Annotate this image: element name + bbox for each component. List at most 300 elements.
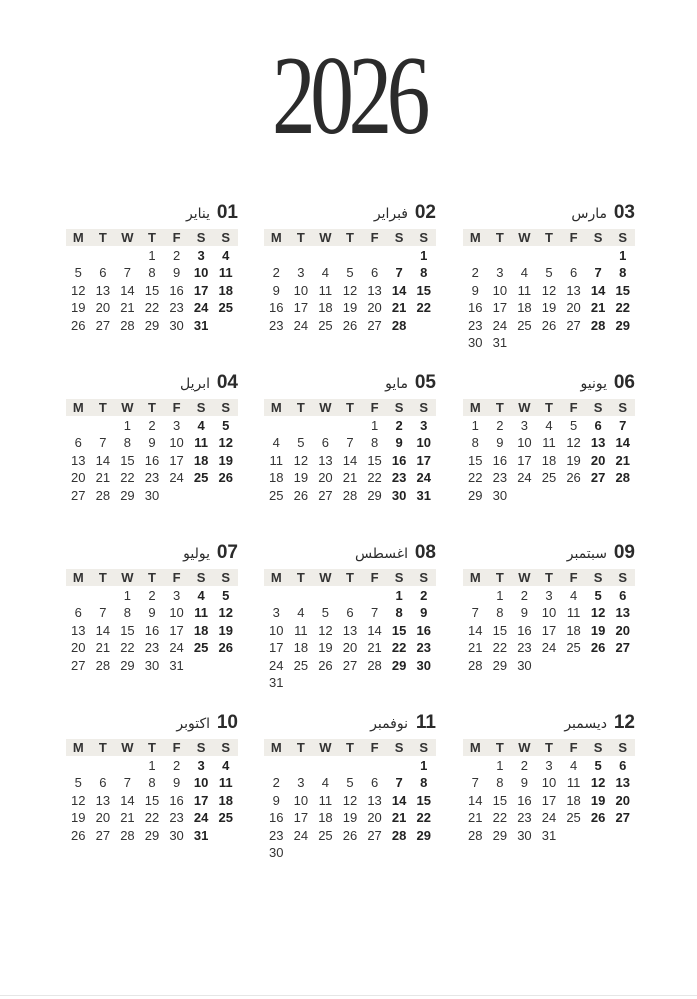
weekday-label: M (469, 400, 481, 415)
weekday-label: F (569, 740, 578, 755)
weekday-label: S (394, 230, 404, 245)
day-cell: 10 (269, 622, 284, 638)
day-cell: 29 (468, 487, 483, 503)
month-header (264, 201, 436, 225)
day-cell: 28 (367, 657, 382, 673)
day-cell: 15 (391, 622, 407, 638)
day-cell: 27 (615, 810, 630, 826)
day-cell: 20 (590, 452, 606, 468)
weekday-header (463, 739, 635, 756)
day-cell: 7 (370, 605, 379, 621)
day-cell: 2 (148, 418, 156, 433)
day-cell: 13 (566, 282, 581, 298)
day-cell: 19 (218, 622, 233, 638)
day-cell: 19 (590, 792, 606, 808)
empty-cell (66, 247, 91, 264)
weekday-label: W (319, 740, 332, 755)
day-cell: 1 (123, 588, 132, 603)
weekday-label: T (545, 400, 553, 415)
weekday-label: S (196, 230, 206, 245)
empty-cell (313, 587, 338, 604)
day-cell: 15 (120, 452, 135, 468)
weekday-label: T (346, 400, 354, 415)
days-grid (66, 587, 238, 674)
day-cell: 10 (193, 265, 209, 281)
day-cell: 23 (517, 640, 532, 656)
day-cell: 14 (391, 282, 407, 298)
day-cell: 9 (420, 605, 428, 621)
day-cell: 25 (566, 640, 581, 656)
month-04 (66, 371, 238, 504)
day-cell: 1 (395, 588, 403, 603)
day-cell: 6 (74, 435, 82, 451)
day-cell: 19 (218, 452, 233, 468)
day-cell: 2 (471, 265, 479, 281)
day-cell: 23 (468, 317, 483, 333)
day-cell: 13 (95, 792, 111, 808)
day-cell: 17 (541, 792, 557, 808)
day-cell: 24 (293, 827, 309, 843)
day-cell: 27 (342, 657, 358, 673)
day-cell: 14 (590, 282, 606, 298)
day-cell: 3 (297, 265, 305, 281)
weekday-label: S (394, 740, 404, 755)
weekday-label: M (270, 740, 282, 755)
day-cell: 19 (342, 810, 358, 826)
month-header (264, 541, 436, 565)
day-cell: 18 (318, 300, 333, 316)
weekday-label: F (370, 230, 379, 245)
day-cell: 11 (294, 622, 308, 638)
days-grid (463, 417, 635, 504)
day-cell: 26 (71, 827, 86, 843)
weekday-label: W (518, 400, 531, 415)
weekday-label: W (319, 400, 332, 415)
day-cell: 23 (144, 640, 160, 656)
day-cell: 7 (99, 435, 107, 451)
day-cell: 10 (293, 282, 309, 298)
day-cell: 9 (172, 265, 181, 281)
weekday-label: M (270, 230, 282, 245)
month-name: فبراير (373, 205, 408, 221)
day-cell: 20 (95, 810, 111, 826)
day-cell: 12 (590, 605, 606, 621)
day-cell: 26 (590, 640, 606, 656)
day-cell: 24 (169, 470, 184, 486)
day-cell: 9 (395, 435, 403, 451)
day-cell: 2 (172, 248, 181, 263)
day-cell: 26 (293, 487, 309, 503)
month-name: اغسطس (354, 545, 408, 561)
day-cell: 15 (120, 622, 135, 638)
month-number: 07 (216, 542, 238, 563)
day-cell: 9 (471, 282, 479, 298)
day-cell: 16 (169, 792, 184, 808)
day-cell: 26 (342, 317, 358, 333)
day-cell: 14 (342, 452, 358, 468)
day-cell: 16 (468, 300, 483, 316)
day-cell: 9 (272, 792, 280, 808)
day-cell: 1 (148, 248, 156, 263)
day-cell: 23 (169, 300, 184, 316)
day-cell: 6 (370, 775, 379, 791)
day-cell: 17 (541, 622, 557, 638)
day-cell: 14 (391, 792, 407, 808)
month-number: 06 (613, 372, 635, 393)
weekday-label: T (495, 570, 504, 585)
month-number: 05 (414, 372, 436, 393)
day-cell: 17 (517, 452, 532, 468)
day-cell: 20 (71, 640, 86, 656)
day-cell: 15 (144, 792, 160, 808)
day-cell: 1 (123, 418, 132, 433)
day-cell: 22 (120, 640, 135, 656)
day-cell: 8 (420, 775, 428, 791)
month-name: سبتمبر (566, 545, 607, 561)
empty-cell (338, 417, 363, 434)
weekday-label: F (370, 740, 379, 755)
day-cell: 6 (569, 265, 578, 281)
day-cell: 11 (318, 792, 333, 808)
day-cell: 12 (318, 622, 333, 638)
day-cell: 18 (566, 622, 581, 638)
day-cell: 23 (144, 470, 160, 486)
empty-cell (586, 247, 611, 264)
month-header (66, 371, 238, 395)
day-cell: 20 (615, 792, 630, 808)
day-cell: 17 (293, 810, 309, 826)
day-cell: 29 (120, 487, 135, 503)
day-cell: 29 (391, 657, 407, 673)
days-grid (66, 247, 238, 334)
weekday-label: S (618, 400, 628, 415)
day-cell: 21 (95, 640, 111, 656)
month-01 (66, 201, 238, 334)
weekday-label: F (172, 230, 181, 245)
day-cell: 25 (269, 487, 284, 503)
day-cell: 23 (269, 827, 284, 843)
weekday-label: S (221, 400, 231, 415)
day-cell: 31 (492, 334, 508, 350)
day-cell: 22 (144, 810, 160, 826)
month-number: 01 (216, 202, 238, 223)
weekday-label: T (346, 570, 354, 585)
day-cell: 30 (269, 844, 284, 860)
day-cell: 16 (169, 282, 184, 298)
day-cell: 19 (590, 622, 606, 638)
empty-cell (289, 587, 314, 604)
day-cell: 10 (293, 792, 309, 808)
weekday-label: W (121, 230, 134, 245)
day-cell: 21 (120, 810, 135, 826)
empty-cell (338, 757, 363, 774)
month-number: 09 (613, 542, 635, 563)
day-cell: 23 (169, 810, 184, 826)
day-cell: 29 (144, 827, 160, 843)
day-cell: 6 (321, 435, 330, 451)
day-cell: 12 (566, 435, 581, 451)
day-cell: 5 (569, 418, 578, 433)
month-08 (264, 541, 436, 691)
day-cell: 7 (123, 265, 132, 281)
day-cell: 2 (148, 588, 156, 603)
day-cell: 20 (318, 470, 333, 486)
day-cell: 5 (74, 775, 82, 791)
day-cell: 25 (318, 827, 333, 843)
day-cell: 7 (471, 605, 479, 621)
day-cell: 15 (367, 452, 382, 468)
weekday-label: T (346, 230, 354, 245)
day-cell: 13 (615, 605, 630, 621)
day-cell: 18 (193, 622, 209, 638)
day-cell: 2 (520, 588, 529, 603)
day-cell: 8 (123, 605, 132, 621)
day-cell: 13 (71, 622, 86, 638)
day-cell: 4 (569, 758, 578, 773)
day-cell: 20 (95, 300, 111, 316)
weekday-label: W (518, 740, 531, 755)
empty-cell (313, 247, 338, 264)
day-cell: 5 (222, 418, 230, 433)
empty-cell (313, 417, 338, 434)
day-cell: 11 (269, 452, 284, 468)
day-cell: 28 (120, 827, 135, 843)
year-title: 2026 (272, 34, 425, 158)
day-cell: 27 (590, 470, 606, 486)
month-name: مايو (385, 375, 408, 391)
weekday-label: F (172, 400, 181, 415)
day-cell: 30 (169, 317, 184, 333)
empty-cell (115, 757, 140, 774)
day-cell: 6 (346, 605, 354, 621)
days-grid (463, 587, 635, 674)
day-cell: 3 (272, 605, 280, 621)
day-cell: 7 (123, 775, 132, 791)
day-cell: 21 (391, 810, 407, 826)
month-name: نوفمبر (370, 715, 408, 731)
empty-cell (463, 587, 488, 604)
weekday-label: S (196, 570, 206, 585)
weekday-label: S (618, 740, 628, 755)
day-cell: 2 (395, 418, 403, 433)
day-cell: 31 (269, 674, 284, 690)
day-cell: 8 (420, 265, 428, 281)
day-cell: 12 (342, 792, 358, 808)
day-cell: 14 (468, 622, 483, 638)
weekday-label: W (121, 570, 134, 585)
day-cell: 3 (297, 775, 305, 791)
day-cell: 29 (367, 487, 382, 503)
empty-cell (115, 247, 140, 264)
weekday-label: T (98, 230, 107, 245)
month-05 (264, 371, 436, 504)
weekday-label: S (618, 230, 628, 245)
weekday-header (264, 569, 436, 586)
day-cell: 31 (416, 487, 431, 503)
day-cell: 26 (218, 470, 233, 486)
month-name: يونيو (580, 375, 607, 391)
weekday-label: T (545, 740, 553, 755)
day-cell: 22 (615, 300, 630, 316)
weekday-label: T (296, 570, 305, 585)
day-cell: 25 (218, 300, 233, 316)
empty-cell (362, 757, 387, 774)
empty-cell (561, 247, 586, 264)
weekday-label: W (518, 230, 531, 245)
day-cell: 4 (272, 435, 280, 451)
day-cell: 9 (520, 775, 529, 791)
day-cell: 1 (471, 418, 479, 433)
weekday-label: T (296, 740, 305, 755)
empty-cell (338, 247, 363, 264)
weekday-label: S (593, 740, 603, 755)
weekday-label: T (98, 400, 107, 415)
day-cell: 6 (619, 588, 627, 603)
month-name: ديسمبر (564, 715, 607, 731)
day-cell: 29 (120, 657, 135, 673)
day-cell: 24 (293, 317, 309, 333)
day-cell: 3 (172, 418, 181, 433)
day-cell: 12 (218, 435, 233, 451)
weekday-label: S (221, 740, 231, 755)
weekday-label: F (569, 570, 578, 585)
empty-cell (338, 587, 363, 604)
days-grid (264, 417, 436, 504)
day-cell: 18 (218, 792, 233, 808)
month-11 (264, 711, 436, 861)
day-cell: 21 (468, 810, 483, 826)
day-cell: 4 (197, 418, 205, 433)
day-cell: 27 (95, 317, 111, 333)
day-cell: 4 (321, 775, 330, 791)
month-number: 04 (216, 372, 238, 393)
day-cell: 18 (218, 282, 233, 298)
weekday-label: M (469, 230, 481, 245)
day-cell: 5 (74, 265, 82, 281)
weekday-label: T (545, 570, 553, 585)
weekday-label: S (593, 400, 603, 415)
day-cell: 23 (492, 470, 508, 486)
weekday-label: S (419, 400, 429, 415)
empty-cell (66, 757, 91, 774)
day-cell: 5 (321, 605, 330, 621)
day-cell: 23 (517, 810, 532, 826)
day-cell: 16 (269, 810, 284, 826)
day-cell: 21 (391, 300, 407, 316)
month-number: 12 (613, 712, 635, 733)
day-cell: 15 (144, 282, 160, 298)
day-cell: 27 (318, 487, 333, 503)
weekday-label: M (72, 570, 84, 585)
day-cell: 9 (520, 605, 529, 621)
day-cell: 13 (367, 792, 382, 808)
day-cell: 26 (71, 317, 86, 333)
weekday-label: S (394, 400, 404, 415)
month-header (463, 711, 635, 735)
day-cell: 19 (566, 452, 581, 468)
day-cell: 4 (197, 588, 205, 603)
day-cell: 1 (420, 248, 428, 263)
weekday-header (463, 399, 635, 416)
day-cell: 28 (468, 827, 483, 843)
weekday-label: T (148, 740, 156, 755)
day-cell: 16 (269, 300, 284, 316)
day-cell: 1 (496, 588, 504, 603)
day-cell: 29 (615, 317, 630, 333)
day-cell: 8 (123, 435, 132, 451)
day-cell: 18 (193, 452, 209, 468)
day-cell: 19 (541, 300, 557, 316)
day-cell: 13 (615, 775, 630, 791)
day-cell: 15 (416, 792, 431, 808)
day-cell: 17 (492, 300, 508, 316)
day-cell: 21 (120, 300, 135, 316)
day-cell: 6 (74, 605, 82, 621)
day-cell: 18 (293, 640, 309, 656)
day-cell: 4 (545, 418, 553, 433)
day-cell: 1 (496, 758, 504, 773)
day-cell: 6 (594, 418, 602, 433)
weekday-label: T (495, 230, 504, 245)
day-cell: 23 (416, 640, 431, 656)
day-cell: 30 (517, 827, 532, 843)
month-header (463, 541, 635, 565)
day-cell: 24 (517, 470, 532, 486)
day-cell: 9 (172, 775, 181, 791)
weekday-label: F (172, 740, 181, 755)
day-cell: 14 (468, 792, 483, 808)
month-number: 08 (414, 542, 436, 563)
day-cell: 8 (471, 435, 479, 451)
day-cell: 8 (496, 775, 504, 791)
empty-cell (488, 247, 513, 264)
day-cell: 11 (318, 282, 333, 298)
day-cell: 6 (619, 758, 627, 773)
day-cell: 28 (120, 317, 135, 333)
weekday-header (66, 399, 238, 416)
day-cell: 14 (95, 452, 111, 468)
day-cell: 24 (492, 317, 508, 333)
day-cell: 25 (517, 317, 532, 333)
day-cell: 4 (569, 588, 578, 603)
day-cell: 27 (367, 827, 382, 843)
day-cell: 3 (520, 418, 529, 433)
weekday-label: S (618, 570, 628, 585)
day-cell: 19 (71, 810, 86, 826)
day-cell: 9 (148, 435, 156, 451)
day-cell: 10 (169, 605, 184, 621)
day-cell: 18 (541, 452, 557, 468)
day-cell: 15 (615, 282, 630, 298)
day-cell: 10 (416, 435, 431, 451)
day-cell: 3 (197, 758, 205, 773)
weekday-header (264, 399, 436, 416)
day-cell: 30 (144, 657, 160, 673)
day-cell: 17 (293, 300, 309, 316)
day-cell: 22 (120, 470, 135, 486)
month-03 (463, 201, 635, 351)
day-cell: 28 (468, 657, 483, 673)
day-cell: 12 (590, 775, 606, 791)
day-cell: 31 (193, 317, 209, 333)
weekday-label: T (148, 230, 156, 245)
days-grid (66, 757, 238, 844)
day-cell: 7 (619, 418, 627, 433)
day-cell: 11 (566, 605, 581, 621)
day-cell: 12 (342, 282, 358, 298)
day-cell: 20 (367, 300, 382, 316)
weekday-header (66, 739, 238, 756)
